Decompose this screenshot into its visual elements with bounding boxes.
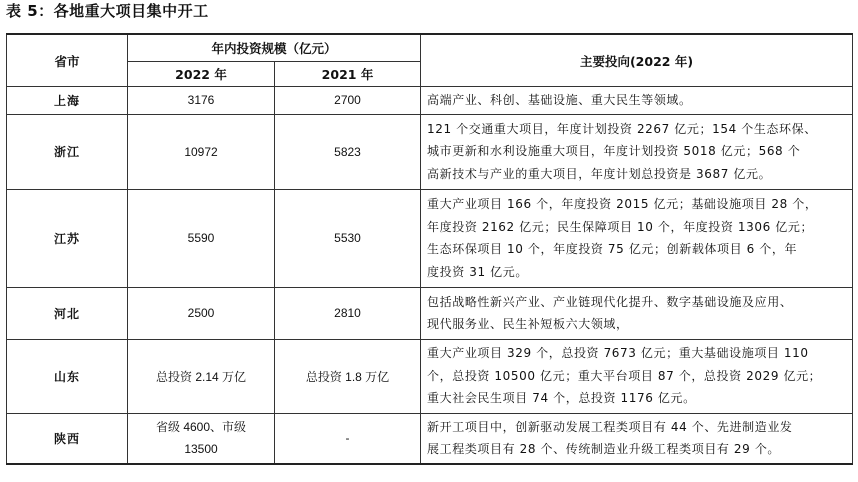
value-2021-cell: - (275, 413, 421, 464)
header-scale: 年内投资规模（亿元） (128, 34, 421, 62)
value-2021-cell: 5823 (275, 114, 421, 189)
header-direction: 主要投向(2022 年) (421, 34, 853, 87)
direction-line: 年度投资 2162 亿元；民生保障项目 10 个，年度投资 1306 亿元； (427, 219, 814, 234)
value-2021-cell: 2700 (275, 87, 421, 115)
table-title: 表 5：各地重大项目集中开工 (6, 2, 209, 20)
direction-cell (421, 114, 853, 189)
table-row (7, 413, 853, 464)
value-2022-cell: 总投资 2.14 万亿 (128, 339, 275, 413)
direction-line: 新开工项目中，创新驱动发展工程类项目有 44 个、先进制造业发 (427, 419, 793, 434)
province-cell: 上海 (7, 87, 128, 115)
direction-cell (421, 87, 853, 115)
province-cell: 河北 (7, 287, 128, 339)
direction-cell (421, 189, 853, 287)
province-cell: 浙江 (7, 114, 128, 189)
value-2022-cell: 3176 (128, 87, 275, 115)
direction-cell (421, 339, 853, 413)
value-2021-cell: 5530 (275, 189, 421, 287)
header-province: 省市 (7, 34, 128, 87)
direction-line: 高端产业、科创、基础设施、重大民生等领域。 (427, 93, 692, 107)
direction-line: 重大产业项目 166 个，年度投资 2015 亿元；基础设施项目 28 个， (427, 197, 818, 211)
direction-line: 重大产业项目 329 个，总投资 7673 亿元；重大基础设施项目 110 (427, 346, 809, 361)
value-2022-cell: 省级 4600、市级 13500 (128, 413, 275, 464)
direction-line: 展工程类项目有 28 个、传统制造业升级工程类项目有 29 个。 (427, 442, 781, 456)
projects-table (6, 33, 853, 465)
table-row (7, 189, 853, 287)
value-2022-cell: 5590 (128, 189, 275, 287)
province-cell: 山东 (7, 339, 128, 413)
direction-line: 生态环保项目 10 个，年度投资 75 亿元；创新载体项目 6 个，年 (427, 242, 798, 256)
province-cell: 陕西 (7, 413, 128, 464)
table-row (7, 87, 853, 115)
direction-line: 高新技术与产业的重大项目，年度计划总投资是 3687 亿元。 (427, 166, 772, 181)
table-row (7, 339, 853, 413)
table-row (7, 287, 853, 339)
direction-line: 度投资 31 亿元。 (427, 264, 528, 279)
value-2021-cell: 总投资 1.8 万亿 (275, 339, 421, 413)
value-2021-cell: 2810 (275, 287, 421, 339)
header-2022: 2022 年 (128, 62, 275, 87)
header-2021: 2021 年 (275, 62, 421, 87)
direction-line: 个，总投资 10500 亿元；重大平台项目 87 个，总投资 2029 亿元； (427, 368, 822, 383)
direction-line: 包括战略性新兴产业、产业链现代化提升、数字基础设施及应用、 (427, 294, 793, 309)
direction-cell (421, 413, 853, 464)
direction-line: 重大社会民生项目 74 个，总投资 1176 亿元。 (427, 391, 696, 406)
province-cell: 江苏 (7, 189, 128, 287)
direction-line: 现代服务业、民生补短板六大领域， (427, 317, 629, 331)
direction-cell (421, 287, 853, 339)
value-2022-cell: 10972 (128, 114, 275, 189)
value-2022-cell: 2500 (128, 287, 275, 339)
direction-line: 城市更新和水利设施重大项目，年度计划投资 5018 亿元；568 个 (427, 144, 801, 159)
direction-line: 121 个交通重大项目，年度计划投资 2267 亿元；154 个生态环保、 (427, 121, 817, 136)
table-row (7, 114, 853, 189)
